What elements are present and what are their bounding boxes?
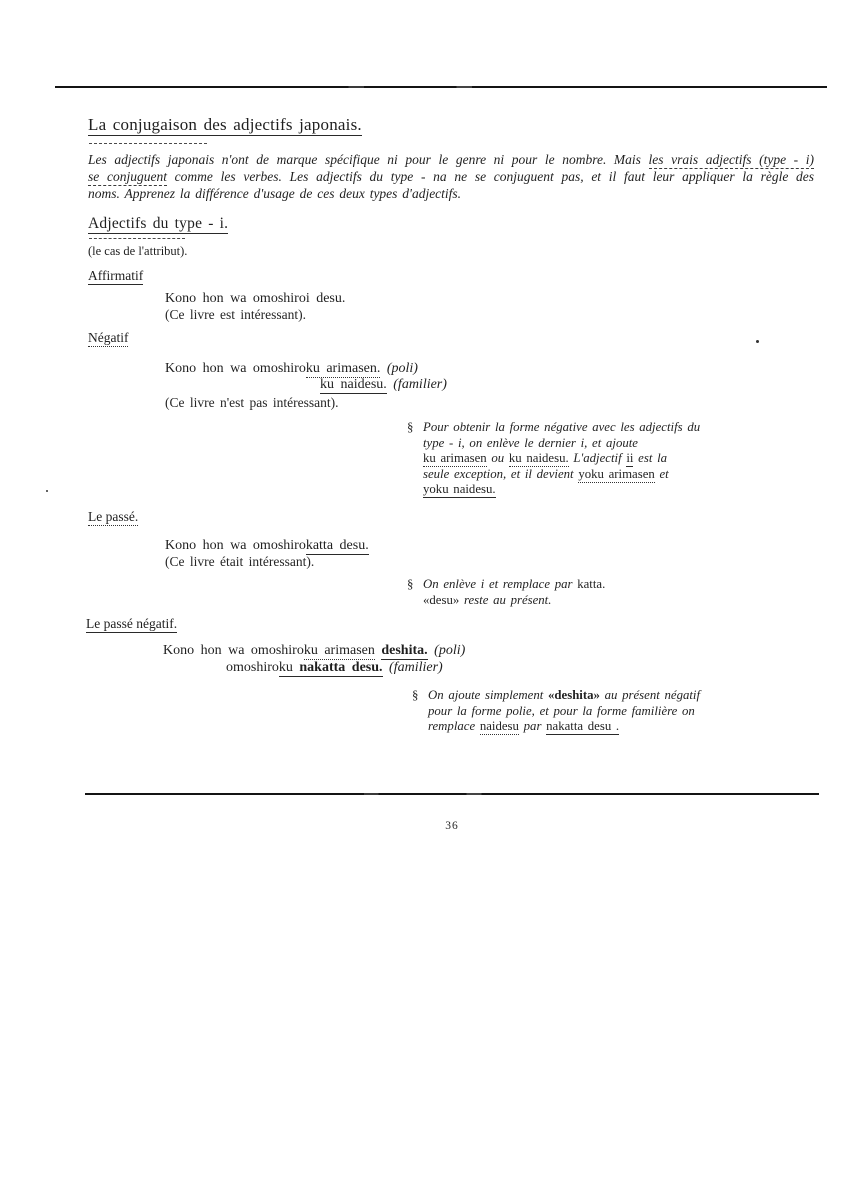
note-text: au présent négatif [604,688,701,702]
suffix-ku: ku [278,660,300,675]
note-text: par [523,719,542,733]
section-heading-text: Adjectifs du type - i. [88,215,229,232]
past-negative-form-note [412,688,757,735]
intro-text: comme les verbes. Les adjectifs du type - na ne se conjuguent pas, et il faut leur appliquer la règle des [174,169,815,184]
note-term: ku arimasen [423,451,487,465]
note-text: reste au présent. [463,592,552,607]
heading-underline-flourish [89,238,185,239]
note-line [412,688,757,704]
note-line [407,467,752,483]
example-negative-suffix: ku arimasen. [305,361,381,376]
ink-speck [756,340,759,343]
note-line [407,420,752,436]
affirmative-label-text: Affirmatif [88,268,144,283]
example-past-suffix: katta desu. [305,538,369,553]
example-negative-suffix: ku arimasen [303,643,375,658]
note-text: pour la forme polie, et pour la forme familière on [428,703,695,718]
intro-line-2 [88,168,814,185]
note-line [412,704,757,720]
past-negative-example-familiar [226,659,443,676]
page-number: 36 [445,820,459,832]
note-line [407,451,752,467]
bottom-rule [85,793,819,795]
affirmative-translation: (Ce livre est intéressant). [165,307,306,322]
attribute-case-note: (le cas de l'attribut). [88,244,188,258]
note-term: «deshita» [548,688,600,702]
negative-example-polite [165,360,418,377]
register-tag-familiar: (familier) [389,660,443,675]
note-line [407,577,707,593]
note-text: type - i, on enlève le dernier i, et ajoute [423,435,638,450]
affirmative-label [88,267,143,284]
ink-speck [46,490,48,492]
note-term: yoku arimasen [578,466,655,481]
negative-translation: (Ce livre n'est pas intéressant). [165,395,339,410]
note-text: L'adjectif [573,451,622,465]
note-text: remplace [428,719,476,733]
section-heading-type-i [88,214,228,234]
negative-example-familiar [320,376,447,393]
note-text: est la [638,451,668,465]
example-negative-past-suffix [279,660,383,677]
past-negative-label [86,615,177,632]
note-line [407,482,752,498]
note-text: On enlève i et remplace par [423,577,573,591]
past-example [165,537,369,554]
intro-text: noms. Apprenez la différence d'usage de ces deux types d'adjectifs. [88,186,462,201]
note-line [412,719,757,735]
note-term: yoku naidesu. [423,482,496,496]
negative-label-text: Négatif [88,330,129,345]
note-term: naidesu [479,719,519,733]
example-past-marker: deshita. [381,643,428,658]
suffix-nakatta-desu: nakatta desu. [299,660,383,675]
section-mark: § [407,420,414,434]
intro-text: Les adjectifs japonais n'ont de marque spécifique ni pour le genre ni pour le nombre. Mais [88,152,641,167]
note-text: seule exception, et il devient [423,466,574,481]
past-label-text: Le passé. [88,509,139,524]
note-text: Pour obtenir la forme négative avec les adjectifs du [423,420,701,434]
negative-form-note [407,420,752,498]
note-text: et [659,466,669,481]
intro-paragraph [88,151,814,202]
note-term: nakatta desu . [546,719,620,733]
past-negative-example-polite [163,642,465,659]
affirmative-example: Kono hon wa omoshiroi desu. [165,291,346,306]
intro-underlined-phrase: se conjuguent [88,169,167,184]
example-stem: Kono hon wa omoshiro [163,643,304,658]
section-mark: § [412,688,419,702]
example-negative-suffix-familiar: ku naidesu. [320,377,387,392]
note-term: «desu» [423,592,460,607]
intro-line-3 [88,185,814,202]
past-negative-label-text: Le passé négatif. [86,616,178,631]
note-text: ou [491,451,505,465]
note-term: katta. [577,577,606,591]
top-rule [55,86,827,88]
note-line [407,436,752,452]
note-line [407,593,707,609]
page-title [88,114,362,136]
register-tag-familiar: (familier) [393,377,447,392]
register-tag-polite: (poli) [386,361,418,376]
register-tag-polite: (poli) [434,643,466,658]
page-title-text: La conjugaison des adjectifs japonais. [88,115,362,134]
note-term: ku naidesu. [508,451,569,465]
note-text: On ajoute simplement [428,688,544,702]
example-stem: Kono hon wa omoshiro [165,361,306,376]
example-stem: omoshiro [226,660,279,675]
intro-line-1 [88,151,814,168]
example-stem: Kono hon wa omoshiro [165,538,306,553]
past-label [88,508,138,525]
intro-underlined-phrase: les vrais adjectifs (type - i) [648,152,814,167]
section-mark: § [407,577,414,591]
note-term: ii [626,451,634,465]
negative-label [88,329,128,346]
past-form-note [407,577,707,608]
title-underline-flourish [89,143,207,144]
past-translation: (Ce livre était intéressant). [165,554,315,569]
